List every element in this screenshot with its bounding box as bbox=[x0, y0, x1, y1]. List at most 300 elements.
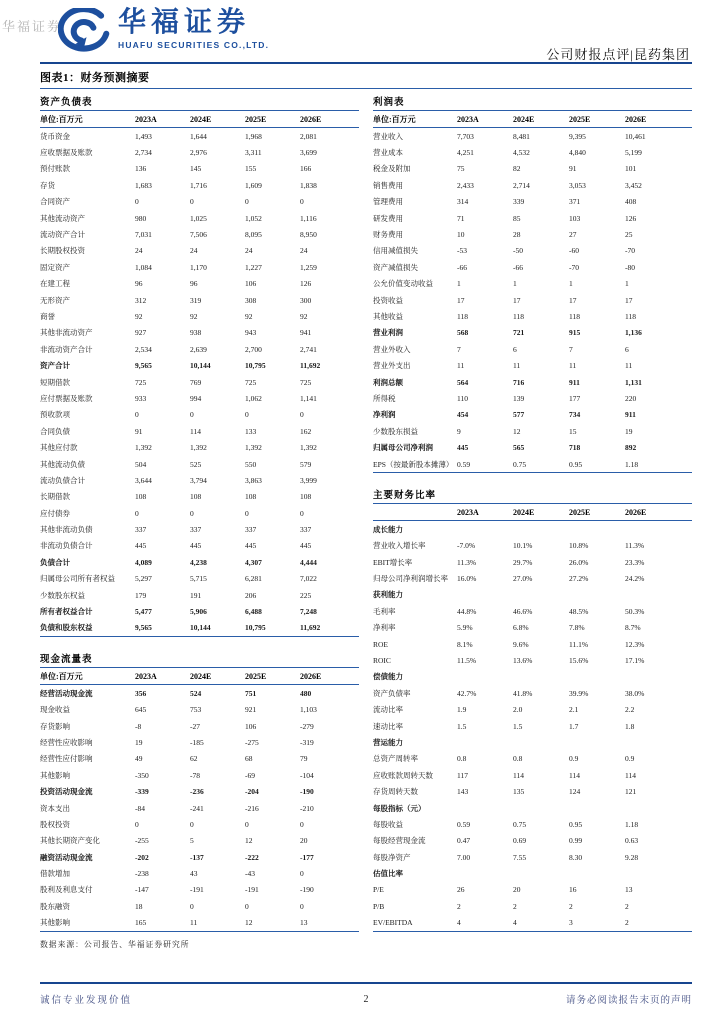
table-row bbox=[40, 341, 359, 357]
row-value: 504 bbox=[135, 459, 147, 469]
row-value: 0 bbox=[300, 508, 304, 518]
table-row bbox=[40, 554, 359, 570]
row-value: 0.59 bbox=[457, 819, 471, 829]
row-label: 合同资产 bbox=[40, 197, 70, 207]
column-header: 2026E bbox=[625, 507, 647, 517]
row-value: 0 bbox=[245, 508, 249, 518]
row-label: 营业外收入 bbox=[373, 344, 411, 354]
row-value: 91 bbox=[569, 164, 577, 174]
row-value: -137 bbox=[190, 852, 204, 862]
row-value: 1,116 bbox=[300, 213, 317, 223]
row-value: 5,906 bbox=[190, 607, 207, 617]
row-label: 其他影响 bbox=[40, 770, 70, 780]
row-label: 负债合计 bbox=[40, 557, 70, 567]
row-label: P/E bbox=[373, 885, 384, 895]
row-value: 139 bbox=[513, 393, 525, 403]
table-row bbox=[373, 144, 692, 160]
row-value: 1,084 bbox=[135, 262, 152, 272]
row-label: 少数股东损益 bbox=[373, 426, 418, 436]
table-row bbox=[40, 833, 359, 849]
row-value: 126 bbox=[300, 279, 312, 289]
row-label: 资产减值损失 bbox=[373, 262, 418, 272]
cash-flow-body bbox=[40, 685, 359, 931]
row-value: 165 bbox=[135, 918, 147, 928]
left-column bbox=[40, 92, 359, 950]
row-label: 估值比率 bbox=[373, 869, 403, 879]
table-row bbox=[373, 603, 692, 619]
row-value: 39.9% bbox=[569, 688, 589, 698]
table-row bbox=[373, 325, 692, 341]
table-row bbox=[40, 816, 359, 832]
row-value: -60 bbox=[569, 246, 579, 256]
row-value: -27 bbox=[190, 721, 200, 731]
income-statement-title: 利润表 bbox=[373, 98, 405, 108]
row-value: 915 bbox=[569, 328, 581, 338]
row-value: -255 bbox=[135, 836, 149, 846]
row-value: 0 bbox=[300, 410, 304, 420]
row-value: 0 bbox=[190, 819, 194, 829]
row-value: 24 bbox=[190, 246, 198, 256]
row-label: EPS（按最新股本摊薄） bbox=[373, 459, 454, 469]
table-row bbox=[40, 538, 359, 554]
table-row bbox=[373, 849, 692, 865]
table-row bbox=[40, 603, 359, 619]
row-value: 938 bbox=[190, 328, 202, 338]
row-value: 108 bbox=[245, 492, 257, 502]
table-row bbox=[373, 718, 692, 734]
column-header: 2023A bbox=[457, 114, 479, 124]
row-value: 7,248 bbox=[300, 607, 317, 617]
row-label: 应付债券 bbox=[40, 508, 70, 518]
row-value: 5,477 bbox=[135, 607, 152, 617]
row-value: 10,461 bbox=[625, 131, 646, 141]
row-value: 6,488 bbox=[245, 607, 262, 617]
table-row bbox=[40, 587, 359, 603]
row-value: 7.55 bbox=[513, 852, 527, 862]
table-row bbox=[373, 210, 692, 226]
column-header: 2024E bbox=[513, 507, 535, 517]
row-value: 339 bbox=[513, 197, 525, 207]
row-value: 1,609 bbox=[245, 180, 262, 190]
row-value: 18 bbox=[135, 901, 143, 911]
row-value: 12.3% bbox=[625, 639, 645, 649]
row-value: 133 bbox=[245, 426, 257, 436]
row-label: EV/EBITDA bbox=[373, 918, 413, 928]
row-label: 公允价值变动收益 bbox=[373, 279, 433, 289]
row-value: -339 bbox=[135, 787, 149, 797]
row-value: 155 bbox=[245, 164, 257, 174]
row-value: 92 bbox=[245, 311, 253, 321]
row-value: 7 bbox=[457, 344, 461, 354]
row-value: 16.0% bbox=[457, 574, 477, 584]
row-label: 融资活动现金流 bbox=[40, 852, 93, 862]
row-value: 356 bbox=[135, 688, 147, 698]
table-row bbox=[40, 325, 359, 341]
row-value: 0 bbox=[300, 819, 304, 829]
row-label: 所得税 bbox=[373, 393, 396, 403]
row-value: 0 bbox=[300, 869, 304, 879]
row-value: -70 bbox=[569, 262, 579, 272]
row-value: 5 bbox=[190, 836, 194, 846]
row-value: 0 bbox=[190, 197, 194, 207]
row-value: -350 bbox=[135, 770, 149, 780]
row-value: 1,170 bbox=[190, 262, 207, 272]
row-value: 1,644 bbox=[190, 131, 207, 141]
table-row bbox=[373, 636, 692, 652]
row-value: 24 bbox=[300, 246, 308, 256]
row-value: -7.0% bbox=[457, 541, 476, 551]
column-header: 2023A bbox=[135, 671, 157, 681]
row-value: 9.28 bbox=[625, 852, 639, 862]
row-value: 11.5% bbox=[457, 656, 477, 666]
row-value: 445 bbox=[190, 541, 202, 551]
row-value: 1,227 bbox=[245, 262, 262, 272]
row-label: 利润总额 bbox=[373, 377, 403, 387]
row-label: 借款增加 bbox=[40, 869, 70, 879]
row-value: 29.7% bbox=[513, 557, 533, 567]
cash-flow-header-row bbox=[40, 668, 359, 685]
row-value: 96 bbox=[190, 279, 198, 289]
row-value: 23.3% bbox=[625, 557, 645, 567]
table-row bbox=[40, 292, 359, 308]
row-label: 税金及附加 bbox=[373, 164, 411, 174]
table-row bbox=[40, 308, 359, 324]
row-value: 2,433 bbox=[457, 180, 474, 190]
table-row bbox=[373, 538, 692, 554]
row-label: 营业利润 bbox=[373, 328, 403, 338]
row-label: 财务费用 bbox=[373, 230, 403, 240]
row-value: 17.1% bbox=[625, 656, 645, 666]
income-statement-header-row bbox=[373, 111, 692, 128]
table-row bbox=[373, 423, 692, 439]
row-label: 流动负债合计 bbox=[40, 475, 85, 485]
row-value: 0 bbox=[135, 410, 139, 420]
row-value: 1,103 bbox=[300, 705, 317, 715]
row-value: 0.69 bbox=[513, 836, 527, 846]
row-value: 579 bbox=[300, 459, 312, 469]
row-value: 24.2% bbox=[625, 574, 645, 584]
table-row bbox=[373, 620, 692, 636]
row-value: 143 bbox=[457, 787, 469, 797]
row-value: 106 bbox=[245, 721, 257, 731]
row-value: -210 bbox=[300, 803, 314, 813]
row-value: 480 bbox=[300, 688, 312, 698]
row-value: 2,534 bbox=[135, 344, 152, 354]
table-row bbox=[40, 374, 359, 390]
column-header: 2026E bbox=[625, 114, 647, 124]
row-value: 2,700 bbox=[245, 344, 262, 354]
row-value: 11 bbox=[569, 361, 577, 371]
row-value: 11.3% bbox=[625, 541, 645, 551]
cash-flow-title: 现金流量表 bbox=[40, 655, 93, 666]
row-value: 15.6% bbox=[569, 656, 589, 666]
row-value: 2.2 bbox=[625, 705, 635, 715]
row-value: 24 bbox=[245, 246, 253, 256]
row-value: 721 bbox=[513, 328, 525, 338]
row-label: 资产合计 bbox=[40, 361, 70, 371]
row-value: 27 bbox=[569, 230, 577, 240]
row-value: 1,968 bbox=[245, 131, 262, 141]
row-label: 每股收益 bbox=[373, 819, 403, 829]
footer-slogan: 诚信专业发现价值 bbox=[40, 996, 133, 1006]
row-value: 41.8% bbox=[513, 688, 533, 698]
row-label: 归母公司净利润增长率 bbox=[373, 574, 448, 584]
row-label: 每股指标（元） bbox=[373, 803, 426, 813]
row-value: 1.18 bbox=[625, 459, 639, 469]
row-value: 114 bbox=[625, 770, 636, 780]
row-value: 892 bbox=[625, 443, 637, 453]
row-value: 769 bbox=[190, 377, 202, 387]
row-value: -53 bbox=[457, 246, 467, 256]
row-value: 8.1% bbox=[457, 639, 473, 649]
row-value: 1.18 bbox=[625, 819, 639, 829]
row-value: 0.95 bbox=[569, 459, 583, 469]
row-label: 预付账款 bbox=[40, 164, 70, 174]
table-row bbox=[373, 915, 692, 931]
row-value: 8.30 bbox=[569, 852, 583, 862]
row-value: 525 bbox=[190, 459, 202, 469]
row-value: 337 bbox=[300, 525, 312, 535]
row-value: 3,863 bbox=[245, 475, 262, 485]
row-label: 营运能力 bbox=[373, 737, 403, 747]
row-label: 长期股权投资 bbox=[40, 246, 85, 256]
table-row bbox=[40, 685, 359, 701]
row-label: 现金收益 bbox=[40, 705, 70, 715]
row-value: 0.75 bbox=[513, 819, 527, 829]
row-value: 2,714 bbox=[513, 180, 530, 190]
row-value: 5,715 bbox=[190, 574, 207, 584]
row-label: 投资收益 bbox=[373, 295, 403, 305]
row-value: -319 bbox=[300, 737, 314, 747]
table-row bbox=[373, 292, 692, 308]
row-value: 2 bbox=[457, 901, 461, 911]
row-value: 28 bbox=[513, 230, 521, 240]
watermark: 华福证券 bbox=[2, 19, 63, 34]
table-row bbox=[373, 243, 692, 259]
row-value: 941 bbox=[300, 328, 312, 338]
row-label: 其他收益 bbox=[373, 311, 403, 321]
row-value: 220 bbox=[625, 393, 637, 403]
row-value: 9,395 bbox=[569, 131, 586, 141]
row-label: 预收款项 bbox=[40, 410, 70, 420]
row-value: 71 bbox=[457, 213, 465, 223]
row-value: 3,794 bbox=[190, 475, 207, 485]
row-value: 19 bbox=[135, 737, 143, 747]
row-value: 445 bbox=[245, 541, 257, 551]
row-value: 225 bbox=[300, 590, 312, 600]
table-row bbox=[373, 177, 692, 193]
table-row bbox=[373, 652, 692, 668]
row-value: 6.8% bbox=[513, 623, 529, 633]
row-label: 净利率 bbox=[373, 623, 396, 633]
row-value: -222 bbox=[245, 852, 259, 862]
row-value: 26 bbox=[457, 885, 465, 895]
column-header: 2026E bbox=[300, 671, 322, 681]
row-value: -236 bbox=[190, 787, 204, 797]
row-value: 1,259 bbox=[300, 262, 317, 272]
table-row bbox=[373, 161, 692, 177]
row-value: 11,692 bbox=[300, 361, 321, 371]
row-value: 1 bbox=[625, 279, 629, 289]
row-value: 42.7% bbox=[457, 688, 477, 698]
row-label: 应付票据及账款 bbox=[40, 393, 93, 403]
row-value: 445 bbox=[457, 443, 469, 453]
row-value: 12 bbox=[513, 426, 521, 436]
row-value: 0 bbox=[135, 197, 139, 207]
column-header: 2024E bbox=[190, 671, 212, 681]
column-header: 2025E bbox=[569, 114, 591, 124]
row-value: -190 bbox=[300, 787, 314, 797]
row-value: 0 bbox=[190, 508, 194, 518]
figure-title: 图表1：财务预测摘要 bbox=[40, 72, 150, 84]
row-value: 16 bbox=[569, 885, 577, 895]
row-label: 总资产周转率 bbox=[373, 754, 418, 764]
row-value: 994 bbox=[190, 393, 202, 403]
row-value: 25 bbox=[625, 230, 633, 240]
row-value: 0 bbox=[190, 901, 194, 911]
row-value: 8,095 bbox=[245, 230, 262, 240]
row-value: 2,741 bbox=[300, 344, 317, 354]
column-header: 2025E bbox=[569, 507, 591, 517]
table-section-row bbox=[373, 669, 692, 685]
row-value: -204 bbox=[245, 787, 259, 797]
row-value: -66 bbox=[513, 262, 523, 272]
row-value: 5,297 bbox=[135, 574, 152, 584]
balance-sheet-title: 资产负债表 bbox=[40, 98, 93, 108]
row-value: 9,565 bbox=[135, 361, 152, 371]
row-value: 121 bbox=[625, 787, 637, 797]
row-label: 股东融资 bbox=[40, 901, 70, 911]
row-value: 27.2% bbox=[569, 574, 589, 584]
row-label: 所有者权益合计 bbox=[40, 607, 93, 617]
table-row bbox=[373, 341, 692, 357]
ratios-header-row bbox=[373, 504, 692, 521]
row-value: 118 bbox=[569, 311, 580, 321]
row-value: 911 bbox=[625, 410, 636, 420]
huafu-logo-icon bbox=[58, 8, 110, 56]
row-label: 其他流动负债 bbox=[40, 459, 85, 469]
row-value: 0.99 bbox=[569, 836, 583, 846]
table-row bbox=[40, 915, 359, 931]
row-value: 24 bbox=[135, 246, 143, 256]
table-row bbox=[40, 751, 359, 767]
row-value: 2 bbox=[569, 901, 573, 911]
row-value: -190 bbox=[300, 885, 314, 895]
row-value: 11 bbox=[457, 361, 465, 371]
row-value: 565 bbox=[513, 443, 525, 453]
row-label: 无形资产 bbox=[40, 295, 70, 305]
row-value: 177 bbox=[569, 393, 581, 403]
row-value: 108 bbox=[300, 492, 312, 502]
row-value: 943 bbox=[245, 328, 257, 338]
row-label: 存货周转天数 bbox=[373, 787, 418, 797]
row-value: 11 bbox=[625, 361, 633, 371]
figure-title-band bbox=[40, 67, 692, 89]
row-value: 206 bbox=[245, 590, 257, 600]
row-value: 337 bbox=[190, 525, 202, 535]
table-row bbox=[40, 849, 359, 865]
row-value: 145 bbox=[190, 164, 202, 174]
table-row bbox=[40, 259, 359, 275]
table-row bbox=[40, 161, 359, 177]
row-value: 0.9 bbox=[569, 754, 579, 764]
row-value: 48.5% bbox=[569, 606, 589, 616]
row-value: 2.0 bbox=[513, 705, 523, 715]
row-value: 124 bbox=[569, 787, 581, 797]
row-value: -202 bbox=[135, 852, 149, 862]
row-value: 43 bbox=[190, 869, 198, 879]
row-value: 114 bbox=[190, 426, 201, 436]
row-label: 长期借款 bbox=[40, 492, 70, 502]
table-section-row bbox=[373, 865, 692, 881]
row-value: 4 bbox=[513, 918, 517, 928]
row-value: 4,307 bbox=[245, 557, 262, 567]
row-value: 454 bbox=[457, 410, 469, 420]
row-value: 92 bbox=[190, 311, 198, 321]
row-value: 135 bbox=[513, 787, 525, 797]
row-value: 15 bbox=[569, 426, 577, 436]
row-value: 11 bbox=[190, 918, 198, 928]
row-value: 734 bbox=[569, 410, 581, 420]
row-value: -216 bbox=[245, 803, 259, 813]
row-label: 在建工程 bbox=[40, 279, 70, 289]
row-value: 927 bbox=[135, 328, 147, 338]
page-footer bbox=[40, 982, 692, 1006]
unit-label: 单位:百万元 bbox=[40, 114, 83, 124]
row-label: 其他非流动资产 bbox=[40, 328, 93, 338]
row-value: 46.6% bbox=[513, 606, 533, 616]
ratios-table bbox=[373, 503, 692, 932]
row-label: 流动比率 bbox=[373, 705, 403, 715]
row-label: P/B bbox=[373, 901, 385, 911]
row-value: -275 bbox=[245, 737, 259, 747]
table-row bbox=[40, 620, 359, 636]
table-row bbox=[373, 570, 692, 586]
row-value: 2,734 bbox=[135, 148, 152, 158]
row-value: 1.5 bbox=[513, 721, 523, 731]
row-value: 1,025 bbox=[190, 213, 207, 223]
table-row bbox=[40, 472, 359, 488]
row-value: 106 bbox=[245, 279, 257, 289]
table-row bbox=[373, 439, 692, 455]
row-value: 3,311 bbox=[245, 148, 262, 158]
row-value: 3,053 bbox=[569, 180, 586, 190]
row-value: 7,022 bbox=[300, 574, 317, 584]
table-row bbox=[40, 898, 359, 914]
row-value: 12 bbox=[245, 918, 253, 928]
table-section-row bbox=[373, 587, 692, 603]
ratios-title: 主要财务比率 bbox=[373, 491, 437, 502]
row-value: -84 bbox=[135, 803, 145, 813]
row-label: 经营活动现金流 bbox=[40, 688, 93, 698]
row-label: 归属母公司所有者权益 bbox=[40, 574, 115, 584]
row-label: 非流动资产合计 bbox=[40, 344, 93, 354]
row-value: 8,950 bbox=[300, 230, 317, 240]
row-value: 117 bbox=[457, 770, 468, 780]
row-value: 725 bbox=[245, 377, 257, 387]
row-value: 753 bbox=[190, 705, 202, 715]
table-row bbox=[40, 407, 359, 423]
row-value: 0 bbox=[245, 819, 249, 829]
table-row bbox=[373, 226, 692, 242]
brand-text bbox=[118, 8, 269, 50]
row-value: -69 bbox=[245, 770, 255, 780]
row-label: 归属母公司净利润 bbox=[373, 443, 433, 453]
row-label: 其他应付款 bbox=[40, 443, 78, 453]
row-value: 1.7 bbox=[569, 721, 579, 731]
row-label: 营业收入增长率 bbox=[373, 541, 426, 551]
table-row bbox=[40, 276, 359, 292]
